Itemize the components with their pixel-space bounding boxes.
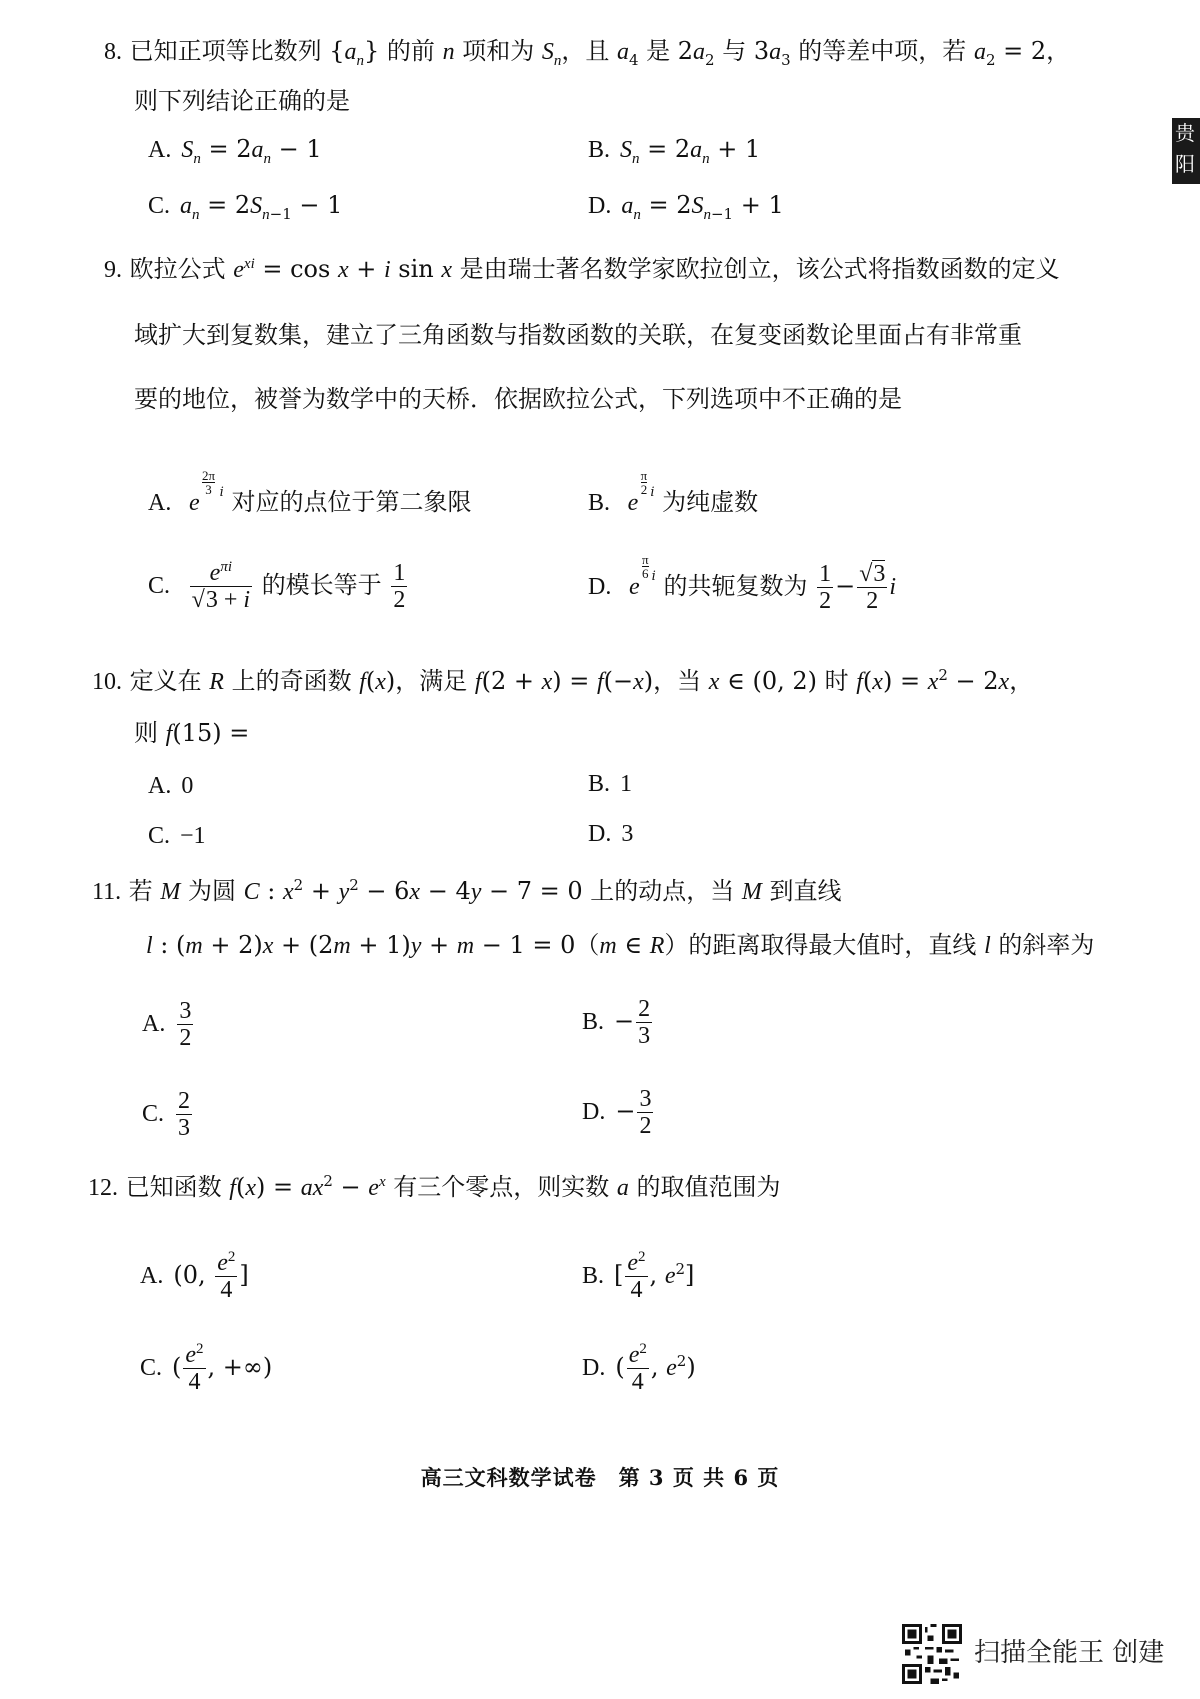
question-11-number: 11. xyxy=(92,879,122,905)
question-9-option-b[interactable]: B. e π 2 $^i$ 为纯虚数 xyxy=(588,468,759,516)
option-label: C. xyxy=(148,823,171,849)
question-9-stem-line2: 域扩大到复数集，建立了三角函数与指数函数的关联，在复变函数论里面占有非常重 xyxy=(134,321,1022,349)
question-10-stem: 10. 定义在 R 上的奇函数 f(x)，满足 f(2 + x) = f(−x)，当 x ∈ (0, 2) 时 $f(x) = x^2 - 2x$， xyxy=(92,666,1034,695)
question-11-stem-line2: l : (m + 2)x + (2m + 1)y + m − 1 = 0（m ∈ R）的距离取得最大值时，直线 l 的斜率为 xyxy=(146,931,1095,959)
option-label: A. xyxy=(140,1263,164,1289)
option-label: A. xyxy=(148,773,172,799)
option-label: C. xyxy=(148,193,171,219)
option-label: B. xyxy=(588,137,611,163)
question-12-stem: 12. 已知函数 $f(x) = ax^2 - e^x$ 有三个零点，则实数 a 的取值范围为 xyxy=(88,1172,781,1201)
option-label: C. xyxy=(142,1101,165,1127)
option-b-value: 1 xyxy=(620,771,633,797)
option-c-value: −1 xyxy=(180,823,206,849)
question-8-number: 8. xyxy=(104,39,122,65)
option-label: C. xyxy=(140,1355,163,1381)
question-8-stem: 8. 已知正项等比数列 $\{a_n\}$ 的前 n 项和为 $S_n$，且 $a_4$ 是 $2a_2$ 与 $3a_3$ 的等差中项，若 $a_2 = 2$， xyxy=(104,37,1071,69)
question-11-option-d[interactable]: D. − $\frac{3}{2}$ xyxy=(582,1086,652,1139)
question-12-option-a[interactable]: A. (0, $\frac{e^2}{4}$ ] xyxy=(140,1249,249,1303)
question-9-option-a[interactable]: A. e 2π 3 $^i$ 对应的点位于第二象限 xyxy=(148,468,472,516)
option-b-text: 为纯虚数 xyxy=(662,488,759,516)
option-label: B. xyxy=(588,771,611,797)
question-10-number: 10. xyxy=(92,669,122,695)
side-tab-line1: 贵阳 xyxy=(1175,121,1195,176)
question-11-stem: 11. 若 M 为圆 C : $x^2 + y^2 - 6x - 4y - 7 = 0$ 上的动点，当 M 到直线 xyxy=(92,876,842,905)
question-10-option-d[interactable] xyxy=(588,816,633,851)
option-a-value: 0 xyxy=(181,773,194,799)
question-11-option-a[interactable]: A. $\frac{3}{2}$ xyxy=(142,998,192,1051)
option-label: D. xyxy=(588,821,612,847)
question-9-option-c[interactable]: C. $\frac{e^{\pi i}}{√3 + i}$ 的模长等于 $\frac{1}{2}$ xyxy=(148,559,406,613)
question-12-option-b[interactable]: B. [ $\frac{e^2}{4}$ , $e^2$] xyxy=(582,1249,695,1303)
option-label: B. xyxy=(588,490,611,516)
option-c-text: 的模长等于 xyxy=(261,571,382,599)
page-footer: 高三文科数学试卷 第 3 页 共 6 页 xyxy=(420,1465,780,1490)
option-label: A. xyxy=(142,1011,166,1037)
question-11-option-c[interactable]: C. $\frac{2}{3}$ xyxy=(142,1088,191,1141)
question-9-stem: 9. 欧拉公式 $e^{xi} = \cos x + i$ sin x 是由瑞士著名数学家欧拉创立，该公式将指数函数的定义 xyxy=(104,255,1060,283)
option-label: C. xyxy=(148,573,171,599)
question-8-option-c[interactable]: C. $a_n = 2S_{n-1} - 1$ xyxy=(148,191,343,223)
question-8-option-d[interactable]: D. $a_n = 2S_{n-1} + 1$ xyxy=(588,191,784,223)
option-label: D. xyxy=(588,574,612,600)
question-8-option-b[interactable]: B. $S_n = 2a_n + 1$ xyxy=(588,135,761,167)
question-12-number: 12. xyxy=(88,1175,118,1201)
option-label: A. xyxy=(148,490,172,516)
question-10-option-c[interactable] xyxy=(148,818,206,853)
question-10-option-a[interactable] xyxy=(148,768,193,803)
option-label: D. xyxy=(582,1355,606,1381)
side-tab xyxy=(1172,118,1200,238)
question-9-option-d[interactable]: D. e π 6 $^i$ 的共轭复数为 $\frac{1}{2}$ − $\frac{√3}{2}$ i xyxy=(588,552,897,614)
question-9-stem-line3: 要的地位，被誉为数学中的天桥．依据欧拉公式，下列选项中不正确的是 xyxy=(134,385,902,413)
option-a-text: 对应的点位于第二象限 xyxy=(231,488,472,516)
question-12-option-d[interactable]: D. ( $\frac{e^2}{4}$ , $e^2$) xyxy=(582,1341,696,1395)
side-tab-line2: 高三 xyxy=(1175,183,1195,238)
watermark: 扫描全能王 创建 xyxy=(974,1638,1165,1668)
option-label: B. xyxy=(582,1263,605,1289)
question-8-stem-line2: 则下列结论正确的是 xyxy=(134,87,350,115)
option-label: D. xyxy=(582,1099,606,1125)
option-d-value: 3 xyxy=(621,821,634,847)
question-12-option-c[interactable]: C. ( $\frac{e^2}{4}$ , +∞) xyxy=(140,1341,273,1395)
question-11-option-b[interactable]: B. − $\frac{2}{3}$ xyxy=(582,996,651,1049)
qr-code-icon xyxy=(902,1624,962,1684)
question-8-option-a[interactable]: A. $S_n = 2a_n - 1$ xyxy=(148,135,322,167)
question-10-option-b[interactable] xyxy=(588,766,632,801)
question-9-number: 9. xyxy=(104,257,122,283)
question-10-stem-line2: 则 f(15) = xyxy=(134,719,250,747)
option-label: A. xyxy=(148,137,172,163)
option-d-text: 的共轭复数为 xyxy=(663,572,808,600)
option-label: D. xyxy=(588,193,612,219)
option-label: B. xyxy=(582,1009,605,1035)
